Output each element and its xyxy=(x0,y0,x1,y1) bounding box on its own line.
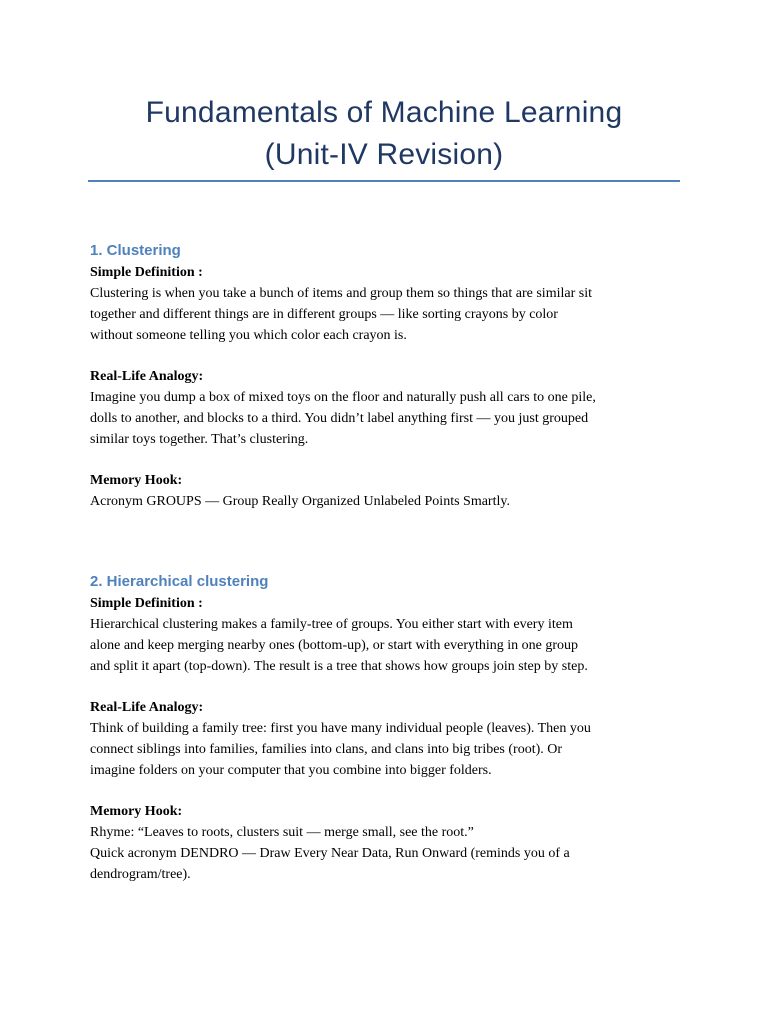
memory-hook-line: Acronym GROUPS — Group Really Organized Unlabeled Points Smartly. xyxy=(90,494,510,509)
paragraph-gap xyxy=(90,450,690,470)
definition-line: without someone telling you which color each crayon is. xyxy=(90,328,407,343)
section-clustering xyxy=(90,240,690,512)
section-hierarchical-clustering xyxy=(90,571,690,885)
analogy-line: connect siblings into families, families into clans, and clans into big tribes (root). Or xyxy=(90,742,563,757)
document-title xyxy=(88,92,680,176)
paragraph-gap xyxy=(90,677,690,697)
definition-line: Hierarchical clustering makes a family-tree of groups. You either start with every item xyxy=(90,617,573,632)
memory-hook-label: Memory Hook: xyxy=(90,804,183,819)
title-line-main: Fundamentals of Machine Learning xyxy=(145,96,623,129)
definition-line: and split it apart (top-down). The result is a tree that shows how groups join step by step. xyxy=(90,659,588,674)
analogy-label: Real-Life Analogy: xyxy=(90,700,204,715)
memory-hook-label: Memory Hook: xyxy=(90,473,183,488)
memory-hook-line: Quick acronym DENDRO — Draw Every Near Data, Run Onward (reminds you of a xyxy=(90,846,570,861)
title-line-subtitle: (Unit-IV Revision) xyxy=(264,138,504,171)
analogy-label: Real-Life Analogy: xyxy=(90,369,204,384)
memory-hook-line: dendrogram/tree). xyxy=(90,867,191,882)
definition-line: alone and keep merging nearby ones (bottom-up), or start with everything in one group xyxy=(90,638,579,653)
analogy-line: dolls to another, and blocks to a third. You didn’t label anything first — you just grouped xyxy=(90,411,589,426)
section-heading: 1. Clustering xyxy=(90,242,181,259)
analogy-line: similar toys together. That’s clustering. xyxy=(90,432,309,447)
definition-label: Simple Definition : xyxy=(90,596,203,611)
section-heading: 2. Hierarchical clustering xyxy=(90,573,269,590)
paragraph-gap xyxy=(90,346,690,366)
definition-line: together and different things are in different groups — like sorting crayons by color xyxy=(90,307,558,322)
title-divider xyxy=(88,180,680,182)
analogy-line: imagine folders on your computer that you combine into bigger folders. xyxy=(90,763,492,778)
analogy-line: Imagine you dump a box of mixed toys on the floor and naturally push all cars to one pile, xyxy=(90,390,596,405)
analogy-line: Think of building a family tree: first you have many individual people (leaves). Then you xyxy=(90,721,591,736)
definition-label: Simple Definition : xyxy=(90,265,203,280)
paragraph-gap xyxy=(90,781,690,801)
memory-hook-line: Rhyme: “Leaves to roots, clusters suit — merge small, see the root.” xyxy=(90,825,474,840)
definition-line: Clustering is when you take a bunch of items and group them so things that are similar sit xyxy=(90,286,592,301)
